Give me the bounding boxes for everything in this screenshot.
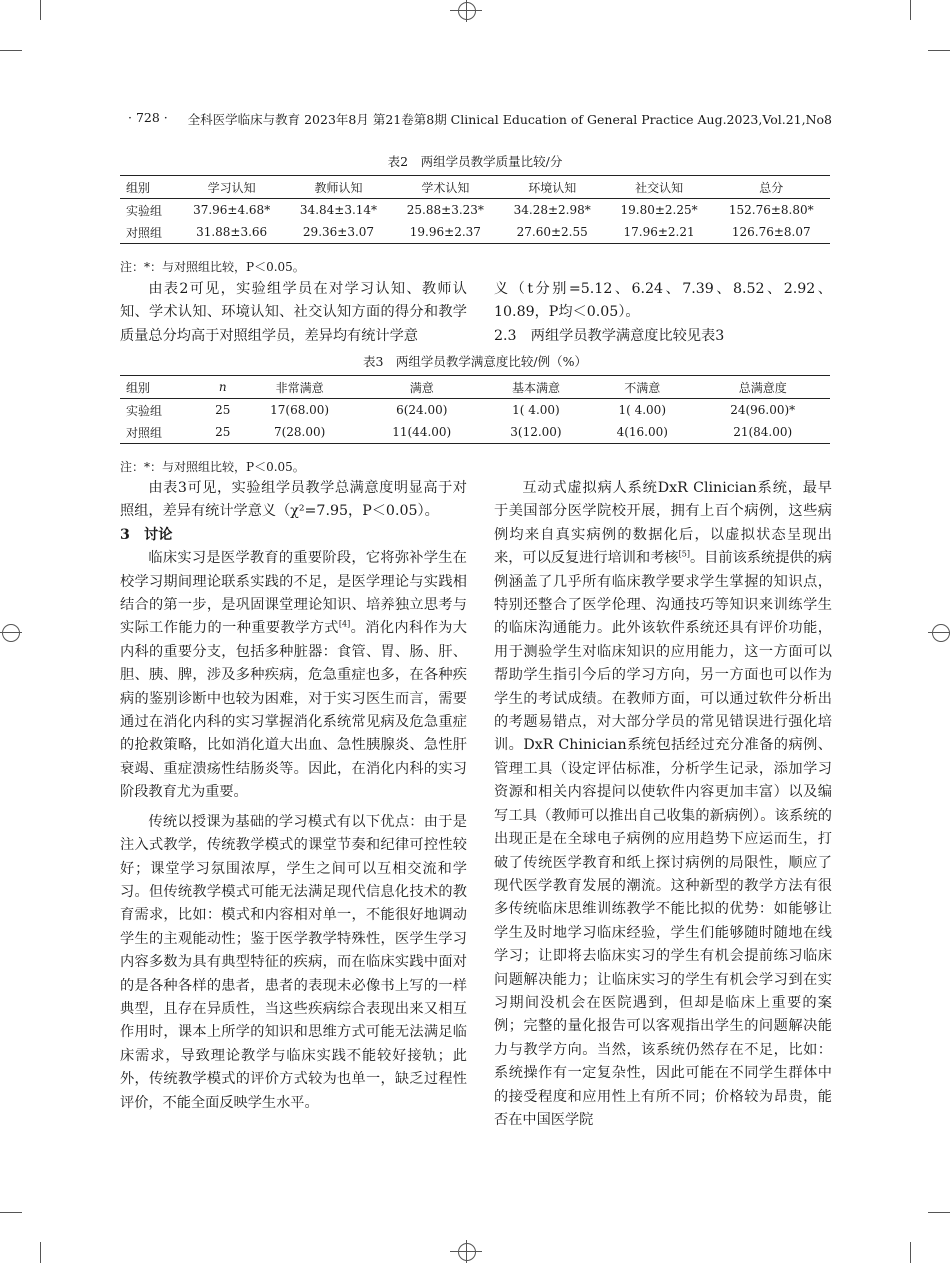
column-header: 基本满意 (483, 376, 589, 399)
column-header: 总分 (713, 176, 831, 199)
column-header: n (207, 376, 239, 399)
column-header: 学术认知 (392, 176, 499, 199)
registration-target-icon (932, 624, 950, 642)
crop-mark (910, 1242, 911, 1263)
crop-mark (910, 0, 911, 20)
table-cell: 29.36±3.07 (285, 221, 392, 244)
crop-mark (40, 1242, 41, 1263)
column-header: 教师认知 (285, 176, 392, 199)
table-cell: 19.80±2.25* (620, 203, 698, 217)
table-cell: 17(68.00) (270, 403, 330, 417)
table-cell: 4(16.00) (589, 421, 695, 444)
table-cell: 1( 4.00) (512, 403, 560, 417)
column-header: 非常满意 (239, 376, 361, 399)
paragraph (120, 547, 467, 804)
paragraph-text: 临床实习是医学教育的重要阶段，它将弥补学生在校学习期间理论联系实践的不足，是医学理论与实践相结合的第一步，是巩固课堂理论知识、培养独立思考与实际工作能力的一种重要教学方式 (120, 550, 467, 637)
column-header: 组别 (120, 376, 207, 399)
table-cell: 7(28.00) (239, 421, 361, 444)
citation: [4] (338, 619, 351, 629)
paragraph-text: 。消化内科作为大内科的重要分支，包括多种脏器：食管、胃、肠、肝、胆、胰、脾，涉及多种疾病，危急重症也多，在各种疾病的鉴别诊断中也较为困难，对于实习医生而言，需要通过在消化内科的实习掌握消化系统常见病及危急重症的抢救策略，比如消化道大出血、急性胰腺炎、急性肝衰竭、重症溃疡性结肠炎等。因此，在消化内科的实习阶段教育尤为重要。 (120, 620, 467, 801)
column-header: 满意 (361, 376, 483, 399)
paragraph-text: 。目前该系统提供的病例涵盖了几乎所有临床教学要求学生掌握的知识点，特别还整合了医学伦理、沟通技巧等知识来训练学生的临床沟通能力。此外该软件系统还具有评价功能，用于测验学生对临床知识的应用能力，这一方面可以帮助学生指引今后的学习方向，另一方面也可以作为学生的考试成绩。在教师方面，可以通过软件分析出的考题易错点，对大部分学员的常见错误进行强化培训。DxR Chinician系统包括经过充分准备的病例、管理工具（设定评估标准，分析学生记录，添加学习资源和相关内容提问以使软件内容更加丰富）以及编写工具（教师可以推出自己收集的新病例）。该系统的出现正是在全球电子病例的应用趋势下应运而生，打破了传统医学教育和纸上探讨病例的局限性，顺应了现代医学教育发展的潮流。这种新型的教学方法有很多传统临床思维训练教学不能比拟的优势：如能够让学生及时地学习临床经验，学生们能够随时随地在线学习；让即将去临床实习的学生有机会提前练习临床问题解决能力；让临床实习的学生有机会学习到在实习期间没机会在医院遇到，但却是临床上重要的案例；完整的量化报告可以客观指出学生的问题解决能力与教学方向。当然，该系统仍然存在不足，比如：系统操作有一定复杂性，因此可能在不同学生群体中的接受程度和应用性上有所不同；价格较为昂贵，能否在中国医学院 (494, 550, 832, 1128)
table-cell: 11(44.00) (361, 421, 483, 444)
registration-target-icon (458, 1243, 476, 1261)
crop-mark (928, 1212, 950, 1213)
table-cell: 实验组 (126, 403, 163, 418)
table3 (120, 375, 830, 444)
table-cell: 25.88±3.23* (406, 203, 484, 217)
table-row (120, 421, 830, 444)
table-cell: 6(24.00) (396, 403, 448, 417)
table3-caption: 表3 两组学员教学满意度比较/例（%） (362, 354, 588, 369)
registration-target-icon (458, 2, 476, 20)
section-heading: 3 讨论 (120, 526, 173, 543)
crop-mark (0, 50, 22, 51)
table3-note: 注：*：与对照组比较，P＜0.05。 (120, 460, 305, 474)
paragraph: 由表3可见，实验组学员教学总满意度明显高于对照组，差异有统计学意义（χ²=7.95，P＜0.05）。 (120, 480, 467, 520)
table-cell: 24(96.00)* (730, 403, 796, 417)
table-header-row (120, 176, 830, 199)
registration-target-icon (2, 624, 20, 642)
crop-mark (450, 1251, 482, 1252)
table-cell: 实验组 (126, 203, 163, 218)
right-column (494, 477, 832, 1132)
table-cell: 对照组 (120, 421, 207, 444)
table2-note: 注：*：与对照组比较，P＜0.05。 (120, 260, 305, 274)
table-cell: 25 (215, 403, 231, 417)
table2 (120, 175, 830, 244)
table-row (120, 199, 830, 222)
table-cell: 34.84±3.14* (299, 203, 378, 217)
table-cell: 17.96±2.21 (606, 221, 713, 244)
table-cell: 37.96±4.68* (193, 203, 271, 217)
table-cell: 31.88±3.66 (178, 221, 285, 244)
crop-mark (928, 50, 950, 51)
paragraph (494, 477, 832, 1132)
table-cell: 27.60±2.55 (499, 221, 606, 244)
left-column (120, 477, 467, 1115)
table-cell: 对照组 (120, 221, 178, 244)
crop-mark (466, 0, 467, 22)
table-row (120, 399, 830, 422)
paragraph-text: 互动式虚拟病人系统DxR Clinician系统，最早于美国部分医学院校开展，拥有上百个病例，这些病例均来自真实病例的数据化后，以虚拟状态呈现出来，可以反复进行培训和考核 (494, 480, 832, 567)
crop-mark (450, 10, 482, 11)
crop-mark (40, 0, 41, 20)
table-cell: 1( 4.00) (618, 403, 666, 417)
page-number: · 728 · (128, 110, 168, 125)
table-cell: 21(84.00) (695, 421, 830, 444)
table-cell: 3(12.00) (483, 421, 589, 444)
upper-left-text (120, 278, 467, 348)
paragraph: 传统以授课为基础的学习模式有以下优点：由于是注入式教学，传统教学模式的课堂节奏和纪律可控性较好；课堂学习氛围浓厚，学生之间可以互相交流和学习。但传统教学模式可能无法满足现代信息化技术的教育需求，比如：模式和内容相对单一，不能很好地调动学生的主观能动性；鉴于医学教学特殊性，医学生学习内容多数为具有典型特征的疾病，而在临床实践中面对的是各种各样的患者，患者的表现未必像书上写的一样典型，且存在异质性，当这些疾病综合表现出来又相互作用时，课本上所学的知识和思维方式可能无法满足临床需求，导致理论教学与临床实践不能较好接轨；此外，传统教学模式的评价方式较为也单一，缺乏过程性评价，不能全面反映学生水平。 (120, 813, 467, 1111)
table-header-row (120, 376, 830, 399)
paragraph: 由表2可见，实验组学员在对学习认知、教师认知、学术认知、环境认知、社交认知方面的得分和教学质量总分均高于对照组学员，差异均有统计学意 (120, 281, 467, 344)
table2-caption: 表2 两组学员教学质量比较/分 (387, 154, 563, 169)
crop-mark (0, 632, 22, 633)
table-cell: 34.28±2.98* (513, 203, 591, 217)
column-header: 社交认知 (606, 176, 713, 199)
column-header: 学习认知 (178, 176, 285, 199)
paragraph: 义（t分别=5.12、6.24、7.39、8.52、2.92、10.89，P均＜0.05）。 (494, 281, 832, 321)
upper-right-text (494, 278, 832, 348)
table-cell: 126.76±8.07 (713, 221, 831, 244)
column-header: 不满意 (589, 376, 695, 399)
citation: [5] (678, 549, 690, 559)
section-heading: 2.3 两组学员教学满意度比较见表3 (494, 327, 725, 344)
crop-mark (0, 1212, 22, 1213)
crop-mark (928, 632, 950, 633)
table-row (120, 221, 830, 244)
journal-line: 全科医学临床与教育 2023年8月 第21卷第8期 Clinical Education of General Practice Aug.2023,Vol.21,No8 (187, 112, 832, 127)
running-header (128, 110, 832, 130)
column-header: 环境认知 (499, 176, 606, 199)
table-cell: 152.76±8.80* (728, 203, 814, 217)
table-cell: 19.96±2.37 (392, 221, 499, 244)
column-header: 组别 (120, 176, 178, 199)
table-cell: 25 (207, 421, 239, 444)
column-header: 总满意度 (695, 376, 830, 399)
